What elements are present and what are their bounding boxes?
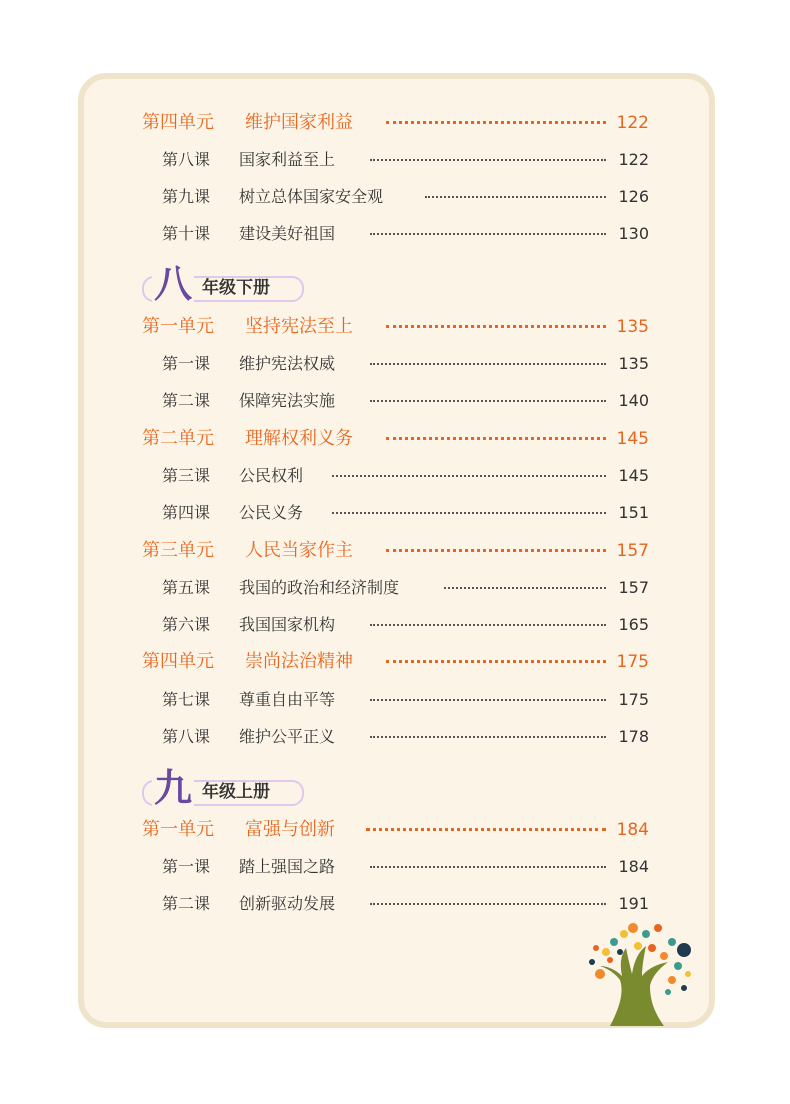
lesson-row[interactable] [0,686,790,714]
unit-title: 人民当家作主 [245,540,353,561]
leader-dots [370,233,606,235]
leader-dots [370,736,606,738]
grade-label: 年级下册 [202,278,270,298]
leader-dots [370,400,606,402]
page-number: 140 [618,391,649,410]
lesson-number: 第四课 [162,503,211,522]
lesson-row[interactable] [0,350,790,378]
leader-dots [332,475,606,477]
lesson-row[interactable] [0,183,790,211]
page-number: 135 [618,354,649,373]
unit-row[interactable] [0,109,790,137]
lesson-number: 第八课 [162,150,211,169]
unit-title: 理解权利义务 [245,428,353,449]
leader-dots [444,587,606,589]
lesson-number: 第二课 [162,391,211,410]
grade-character: 九 [154,766,193,810]
unit-title: 崇尚法治精神 [245,651,353,672]
lesson-title: 保障宪法实施 [239,391,336,410]
leader-dots [370,866,606,868]
lesson-row[interactable] [0,574,790,602]
unit-title: 维护国家利益 [245,112,353,133]
unit-row[interactable] [0,648,790,676]
lesson-number: 第六课 [162,615,211,634]
page-number: 178 [618,727,649,746]
leader-dots [370,699,606,701]
leader-dots [386,549,606,552]
leader-dots [386,660,606,663]
lesson-number: 第三课 [162,466,211,485]
page-number: 157 [616,541,649,561]
page-number: 157 [618,578,649,597]
lesson-row[interactable] [0,499,790,527]
grade-character: 八 [154,262,193,306]
lesson-title: 创新驱动发展 [239,894,336,913]
page-number: 184 [616,820,649,840]
lesson-title: 树立总体国家安全观 [239,187,384,206]
lesson-title: 踏上强国之路 [239,857,336,876]
lesson-row[interactable] [0,853,790,881]
page-number: 191 [618,894,649,913]
lesson-title: 公民义务 [239,503,304,522]
page-number: 135 [616,317,649,337]
leader-dots [366,828,606,831]
lesson-row[interactable] [0,611,790,639]
lesson-number: 第一课 [162,857,211,876]
lesson-row[interactable] [0,387,790,415]
lesson-row[interactable] [0,723,790,751]
unit-row[interactable] [0,425,790,453]
leader-dots [425,196,606,198]
page-number: 122 [616,113,649,133]
unit-title: 富强与创新 [245,819,335,840]
leader-dots [386,437,606,440]
lesson-number: 第二课 [162,894,211,913]
lesson-number: 第五课 [162,578,211,597]
grade-heading [142,262,302,306]
page-number: 126 [618,187,649,206]
lesson-row[interactable] [0,462,790,490]
unit-title: 坚持宪法至上 [245,316,353,337]
lesson-title: 维护公平正义 [239,727,336,746]
lesson-title: 公民权利 [239,466,304,485]
leader-dots [370,159,606,161]
page-number: 175 [618,690,649,709]
unit-number: 第一单元 [142,819,214,840]
page-number: 130 [618,224,649,243]
leader-dots [386,325,606,328]
unit-number: 第二单元 [142,428,214,449]
lesson-row[interactable] [0,146,790,174]
unit-number: 第三单元 [142,540,214,561]
leader-dots [370,363,606,365]
lesson-title: 国家利益至上 [239,150,336,169]
page-number: 122 [618,150,649,169]
lesson-number: 第八课 [162,727,211,746]
lesson-title: 建设美好祖国 [239,224,336,243]
unit-row[interactable] [0,537,790,565]
grade-heading [142,766,302,810]
unit-row[interactable] [0,313,790,341]
grade-label: 年级上册 [202,782,270,802]
lesson-title: 我国国家机构 [239,615,336,634]
unit-number: 第四单元 [142,651,214,672]
page-number: 145 [616,429,649,449]
lesson-number: 第九课 [162,187,211,206]
unit-number: 第一单元 [142,316,214,337]
page-number: 145 [618,466,649,485]
page-number: 184 [618,857,649,876]
lesson-number: 第七课 [162,690,211,709]
page-number: 175 [616,652,649,672]
unit-number: 第四单元 [142,112,214,133]
lesson-title: 我国的政治和经济制度 [239,578,400,597]
lesson-title: 尊重自由平等 [239,690,336,709]
lesson-number: 第一课 [162,354,211,373]
leader-dots [370,903,606,905]
tree-illustration [580,912,700,1026]
unit-row[interactable] [0,816,790,844]
page-number: 165 [618,615,649,634]
page-number: 151 [618,503,649,522]
leader-dots [370,624,606,626]
lesson-number: 第十课 [162,224,211,243]
lesson-row[interactable] [0,220,790,248]
leader-dots [332,512,606,514]
leader-dots [386,121,606,124]
lesson-title: 维护宪法权威 [239,354,336,373]
